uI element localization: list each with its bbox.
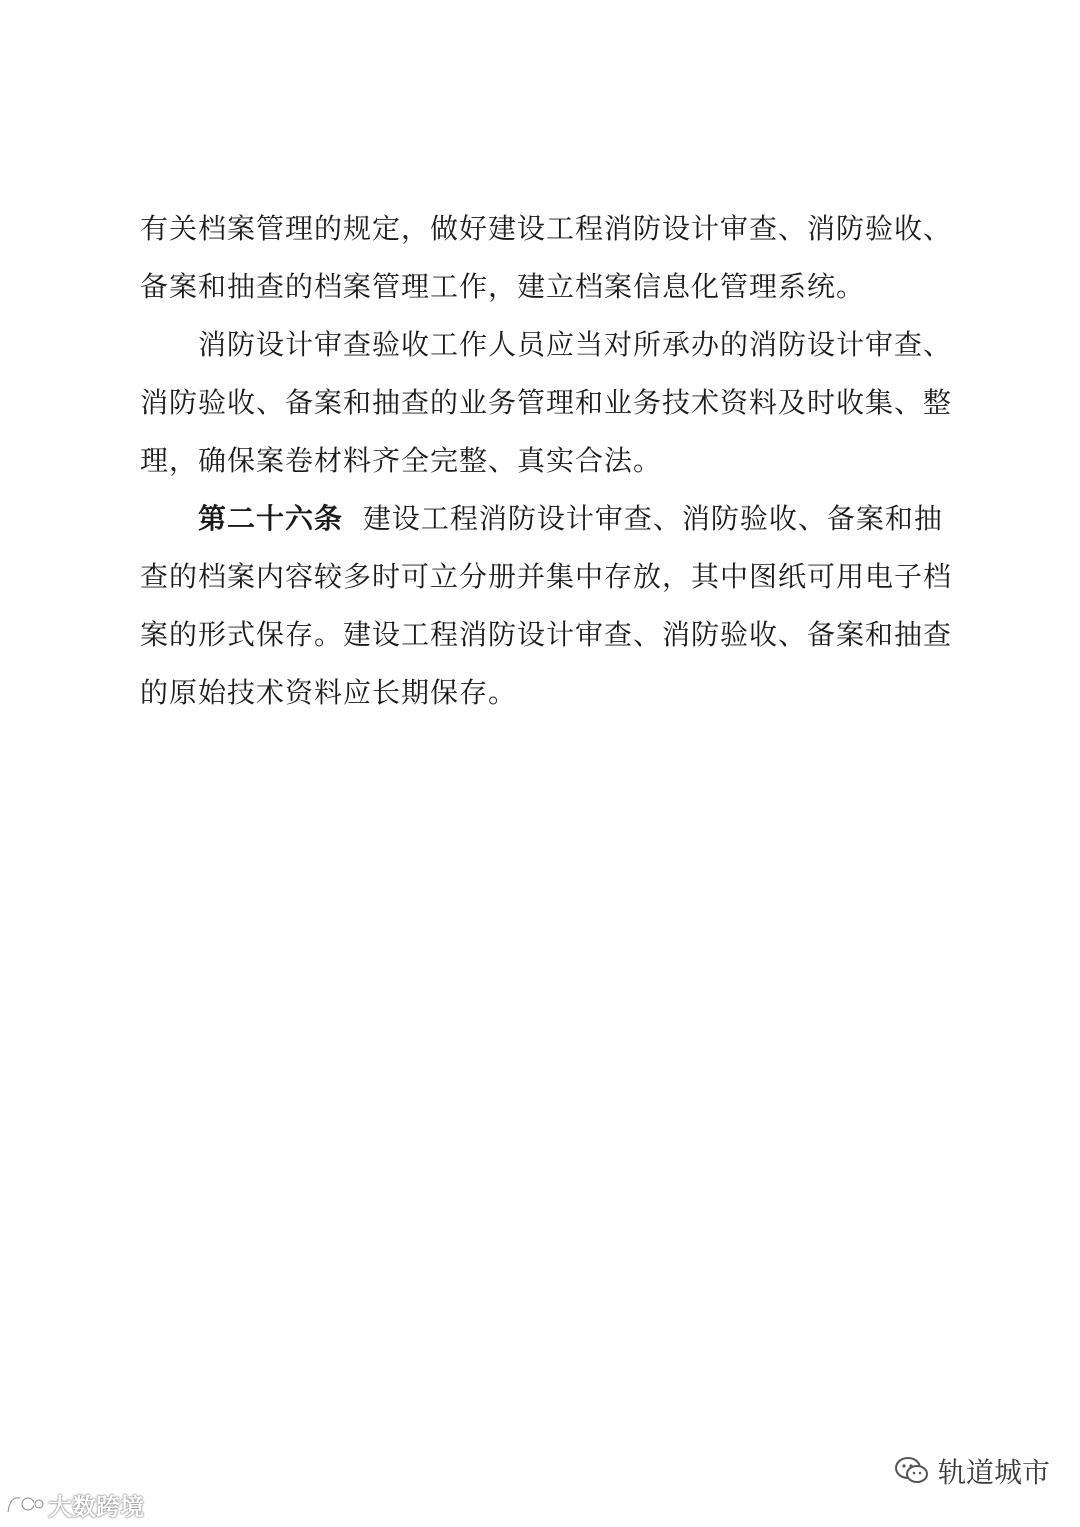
text-line: 有关档案管理的规定，做好建设工程消防设计审查、消防验收、 bbox=[140, 212, 953, 245]
article-heading: 第二十六条 bbox=[198, 502, 344, 535]
watermark-left-text: 大数跨境 bbox=[48, 1492, 144, 1521]
logo-icon bbox=[4, 1490, 44, 1518]
text-line: 备案和抽查的档案管理工作，建立档案信息化管理系统。 bbox=[140, 270, 866, 303]
article-text: 建设工程消防设计审查、消防验收、备案和抽 bbox=[362, 502, 943, 535]
text-line: 消防设计审查验收工作人员应当对所承办的消防设计审查、 bbox=[198, 328, 953, 361]
text-line: 的原始技术资料应长期保存。 bbox=[140, 676, 518, 709]
watermark-right bbox=[894, 1451, 1050, 1491]
text-line: 查的档案内容较多时可立分册并集中存放，其中图纸可用电子档 bbox=[140, 560, 953, 593]
document-body bbox=[140, 200, 953, 722]
text-line: 理，确保案卷材料齐全完整、真实合法。 bbox=[140, 444, 663, 477]
watermark-right-text: 轨道城市 bbox=[937, 1456, 1050, 1489]
text-line: 案的形式保存。建设工程消防设计审查、消防验收、备案和抽查 bbox=[140, 618, 953, 651]
wechat-icon bbox=[894, 1456, 930, 1486]
text-line: 消防验收、备案和抽查的业务管理和业务技术资料及时收集、整 bbox=[140, 386, 953, 419]
article-line bbox=[140, 490, 942, 548]
watermark-left bbox=[4, 1487, 144, 1521]
